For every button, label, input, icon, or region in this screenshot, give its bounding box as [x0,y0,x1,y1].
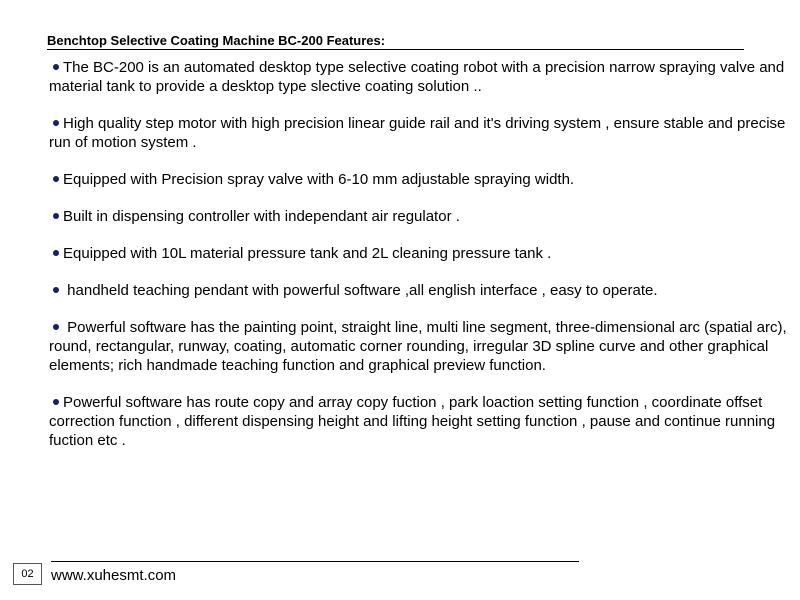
page-number-badge: 02 [13,563,42,585]
feature-item [49,207,789,226]
feature-item [49,281,789,300]
feature-item [49,393,789,450]
feature-text: High quality step motor with high precision linear guide rail and it's driving system , ensure stable and precise run of motion system . [49,115,786,151]
feature-item [49,170,789,189]
feature-item [49,244,789,263]
bullet-icon [53,213,59,219]
bullet-icon [53,287,59,293]
feature-list [49,58,789,468]
feature-item [49,114,789,152]
footer-divider [51,561,579,562]
bullet-icon [53,64,59,70]
bullet-icon [53,176,59,182]
feature-text: Powerful software has the painting point, straight line, multi line segment, three-dimensional arc (spatial arc), round, rectangular, runway, coating, automatic corner rounding, irregular 3D spline curve and other graphical elements; rich handmade teaching function and graphical preview function. [49,319,787,374]
website-url: www.xuhesmt.com [51,567,177,584]
feature-text: Equipped with Precision spray valve with 6-10 mm adjustable spraying width. [63,171,575,188]
page-title: Benchtop Selective Coating Machine BC-200 Features: [47,33,386,48]
bullet-icon [53,324,59,330]
feature-text: Built in dispensing controller with independant air regulator . [63,208,460,225]
feature-item [49,318,789,375]
feature-text: Powerful software has route copy and array copy fuction , park loaction setting function , coordinate offset correction function , different dispensing height and lifting height setting function , pause and continue running fuction etc . [49,394,776,449]
title-divider [47,49,744,50]
bullet-icon [53,399,59,405]
bullet-icon [53,250,59,256]
feature-text: handheld teaching pendant with powerful software ,all english interface , easy to operate. [63,282,658,299]
bullet-icon [53,120,59,126]
feature-item [49,58,789,96]
feature-text: The BC-200 is an automated desktop type selective coating robot with a precision narrow spraying valve and material tank to provide a desktop type slective coating solution .. [49,59,785,95]
feature-text: Equipped with 10L material pressure tank and 2L cleaning pressure tank . [63,245,552,262]
